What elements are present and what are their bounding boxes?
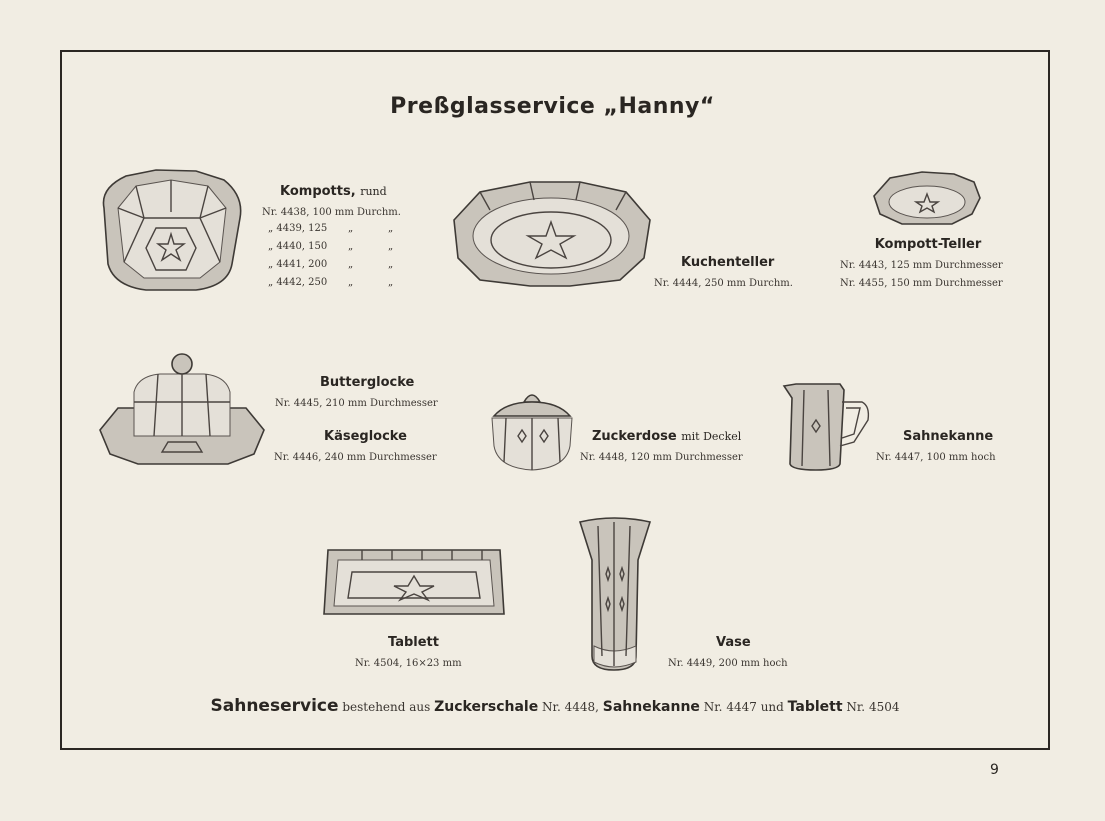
kompotts-size-list [268, 220, 393, 292]
tablett-label: Tablett [388, 635, 439, 650]
page-title: Preßglasservice „Hanny“ [390, 94, 715, 119]
vase-label: Vase [716, 635, 751, 650]
page-number: 9 [990, 762, 999, 778]
sahneservice-footer: Sahneservice bestehend aus Zuckerschale Nr. 4448, Sahnekanne Nr. 4447 und Tablett Nr. 4504 [210, 696, 900, 716]
butterglocke-illustration [98, 352, 266, 466]
sahnekanne-spec: Nr. 4447, 100 mm hoch [876, 452, 996, 463]
tablett-illustration [322, 544, 506, 620]
sahnekanne-label: Sahnekanne [903, 429, 994, 444]
zuckerdose-spec: Nr. 4448, 120 mm Durchmesser [580, 452, 743, 463]
kompotts-spec: Nr. 4438, 100 mm Durchm. [262, 207, 401, 218]
kaeseglocke-spec: Nr. 4446, 240 mm Durchmesser [274, 452, 437, 463]
kompott-teller-spec-1: Nr. 4443, 125 mm Durchmesser [840, 260, 1003, 271]
butterglocke-label: Butterglocke [320, 375, 415, 390]
kompott-teller-label: Kompott-Teller [874, 237, 982, 252]
kuchenteller-plate-illustration [450, 180, 652, 288]
kompott-bowl-illustration [96, 168, 246, 294]
list-item: „ 4440, 150 „ „ [268, 241, 394, 252]
list-item: „ 4442, 250 „ „ [268, 277, 394, 288]
butterglocke-spec: Nr. 4445, 210 mm Durchmesser [275, 398, 438, 409]
list-item: „ 4439, 125 „ „ [268, 223, 394, 234]
kuchenteller-spec: Nr. 4444, 250 mm Durchm. [654, 278, 793, 289]
zuckerdose-illustration [488, 388, 576, 472]
sahnekanne-illustration [782, 380, 874, 472]
kompotts-label: Kompotts, rund [280, 184, 387, 199]
vase-spec: Nr. 4449, 200 mm hoch [668, 658, 788, 669]
kompott-teller-spec-2: Nr. 4455, 150 mm Durchmesser [840, 278, 1003, 289]
zuckerdose-label: Zuckerdose mit Deckel [592, 429, 742, 444]
kuchenteller-label: Kuchenteller [681, 255, 775, 270]
kompott-teller-illustration [872, 172, 982, 228]
list-item: „ 4441, 200 „ „ [268, 259, 394, 270]
tablett-spec: Nr. 4504, 16×23 mm [355, 658, 462, 669]
kaeseglocke-label: Käseglocke [324, 429, 407, 444]
vase-illustration [578, 516, 652, 672]
